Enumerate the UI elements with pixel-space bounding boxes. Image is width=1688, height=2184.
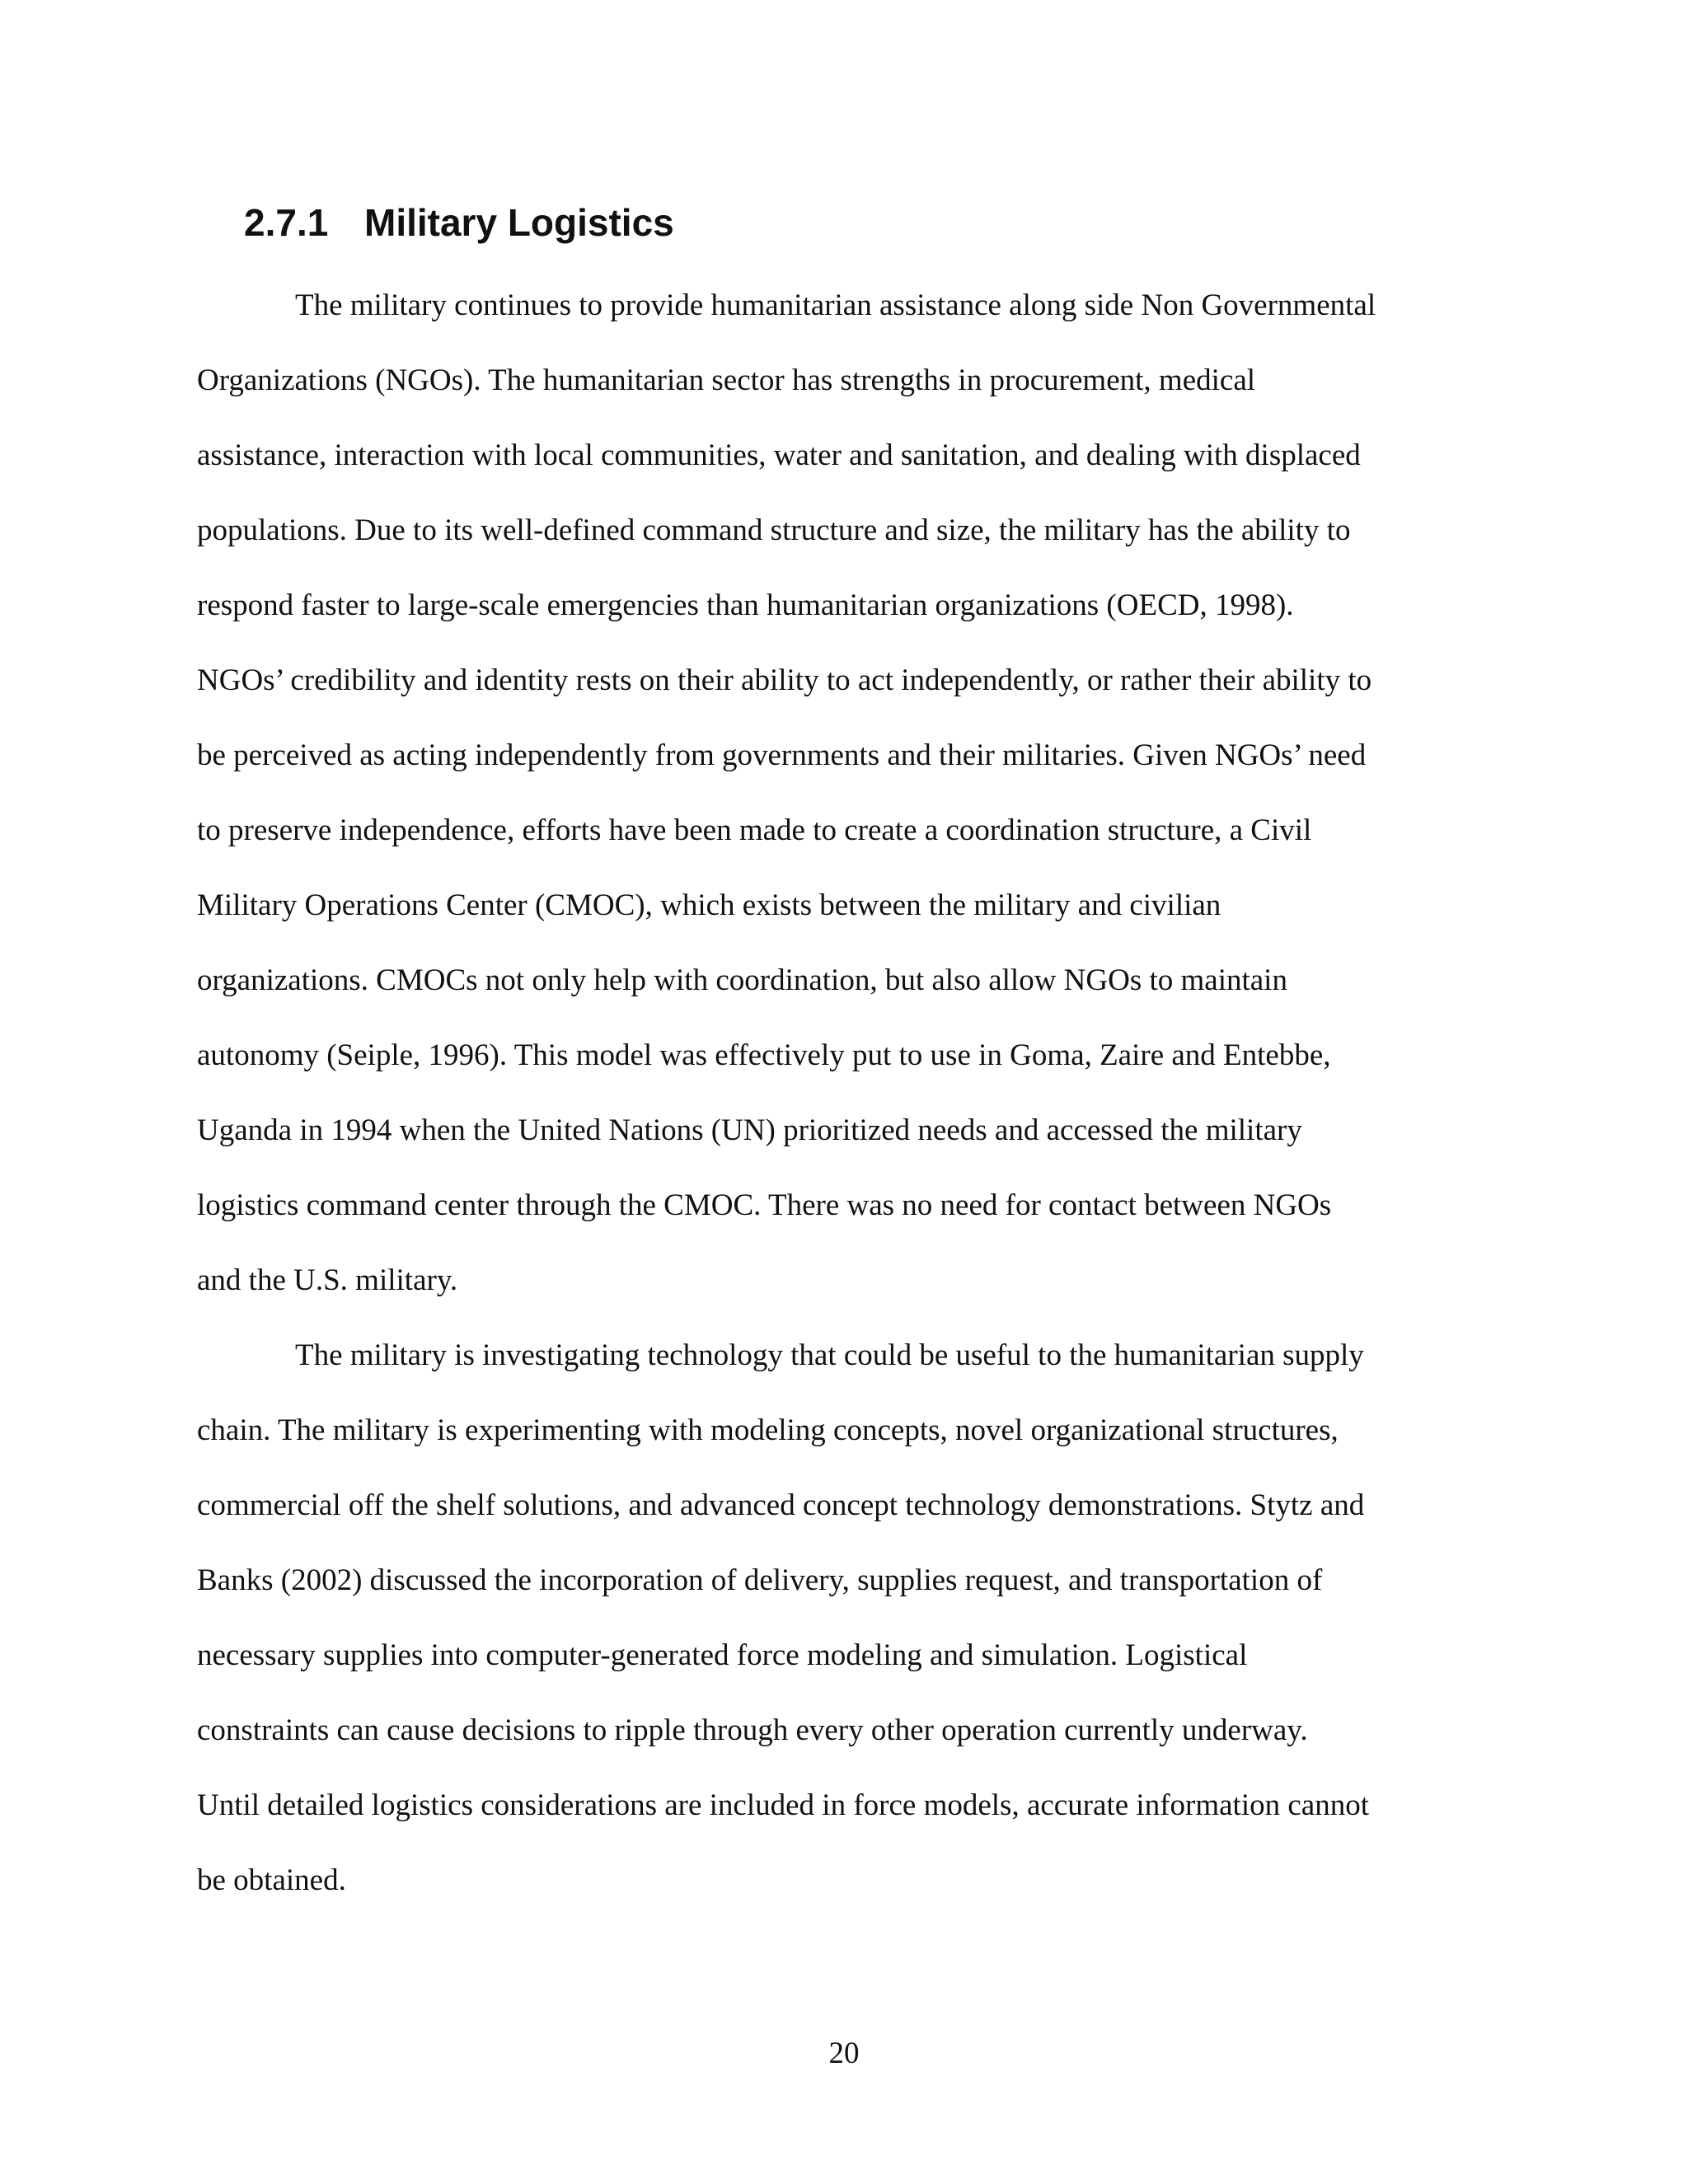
section-title: Military Logistics xyxy=(364,201,674,244)
text-line: Uganda in 1994 when the United Nations (UN) prioritized needs and accessed the military xyxy=(197,1113,1302,1147)
text-line: The military continues to provide humanitarian assistance along side Non Governmental xyxy=(295,288,1376,322)
section-number: 2.7.1 xyxy=(244,201,329,244)
text-line: assistance, interaction with local communities, water and sanitation, and dealing with displaced xyxy=(197,438,1361,472)
text-line: chain. The military is experimenting with modeling concepts, novel organizational structures, xyxy=(197,1413,1339,1447)
text-line: and the U.S. military. xyxy=(197,1263,458,1297)
text-line: autonomy (Seiple, 1996). This model was effectively put to use in Goma, Zaire and Entebbe, xyxy=(197,1038,1331,1072)
text-line: be perceived as acting independently from governments and their militaries. Given NGOs’ need xyxy=(197,738,1367,772)
text-line: NGOs’ credibility and identity rests on their ability to act independently, or rather their ability to xyxy=(197,663,1372,697)
text-line: Military Operations Center (CMOC), which exists between the military and civilian xyxy=(197,888,1221,922)
page-number: 20 xyxy=(828,2036,860,2070)
text-line: necessary supplies into computer-generated force modeling and simulation. Logistical xyxy=(197,1638,1248,1672)
text-line: constraints can cause decisions to ripple through every other operation currently underway. xyxy=(197,1713,1308,1747)
text-line: The military is investigating technology that could be useful to the humanitarian supply xyxy=(295,1338,1364,1372)
text-line: organizations. CMOCs not only help with coordination, but also allow NGOs to maintain xyxy=(197,963,1287,997)
text-line: Organizations (NGOs). The humanitarian sector has strengths in procurement, medical xyxy=(197,363,1256,397)
text-line: be obtained. xyxy=(197,1863,346,1897)
text-line: populations. Due to its well-defined command structure and size, the military has the ability to xyxy=(197,513,1351,547)
text-line: commercial off the shelf solutions, and advanced concept technology demonstrations. Stytz and xyxy=(197,1488,1365,1522)
section-heading xyxy=(244,198,674,247)
text-line: to preserve independence, efforts have been made to create a coordination structure, a Civil xyxy=(197,813,1312,847)
text-line: logistics command center through the CMOC. There was no need for contact between NGOs xyxy=(197,1188,1332,1222)
paragraph-2 xyxy=(197,1318,1499,1918)
paragraph-1 xyxy=(197,268,1499,1318)
text-line: Until detailed logistics considerations are included in force models, accurate information cannot xyxy=(197,1788,1369,1822)
text-line: Banks (2002) discussed the incorporation of delivery, supplies request, and transportation of xyxy=(197,1563,1323,1597)
text-line: respond faster to large-scale emergencies than humanitarian organizations (OECD, 1998). xyxy=(197,588,1294,622)
